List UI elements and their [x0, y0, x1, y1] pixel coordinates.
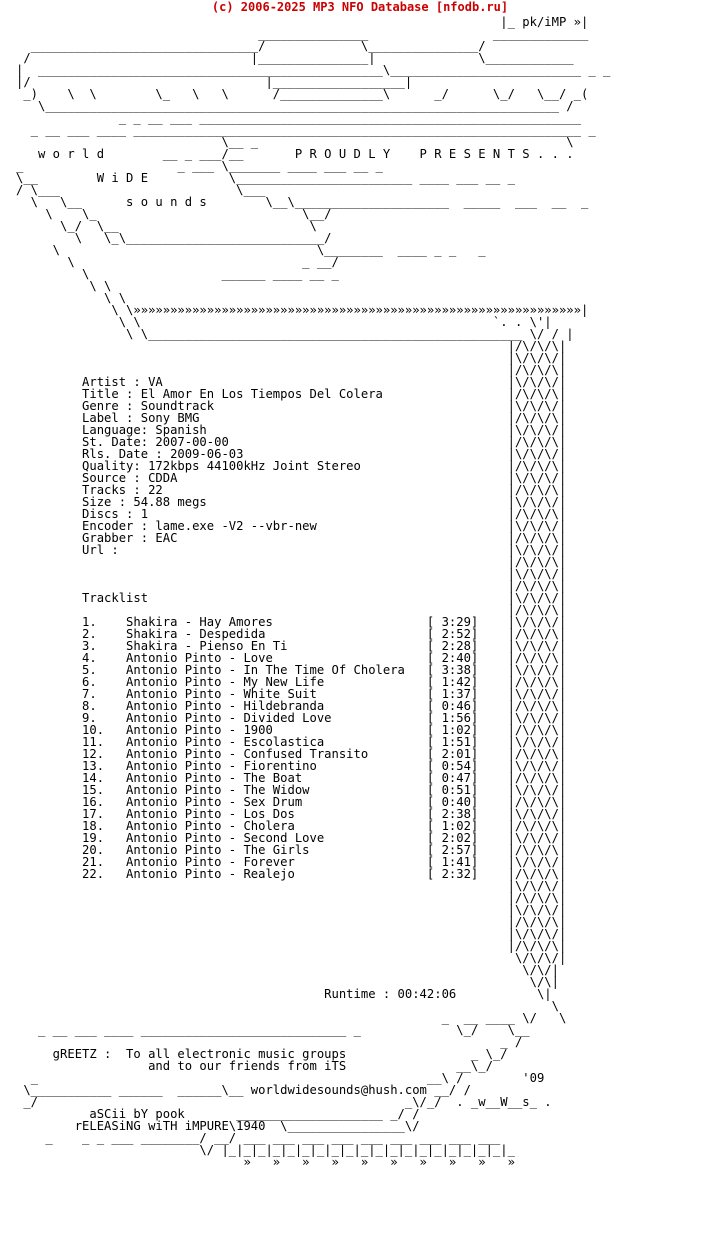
nfo-line: | _______________________________________________\__________________________ _ _ [16, 63, 611, 77]
nfo-line: gREETZ : To all electronic music groups _ \_/ [16, 1047, 508, 1061]
nfo-line: 13. Antonio Pinto - Fiorentino [ 0:54] |\/\/\/| [16, 759, 567, 773]
nfo-line: 8. Antonio Pinto - Hildebranda [ 0:46] |/\/\/\| [16, 699, 567, 713]
nfo-line: aSCii bY pook ____________________ _/ / [16, 1107, 420, 1121]
nfo-line: Source : CDDA |\/\/\/| [16, 471, 567, 485]
nfo-line: |/\/\/\| [16, 363, 567, 377]
nfo-line: Url : |\/\/\/| [16, 543, 567, 557]
nfo-line: 17. Antonio Pinto - Los Dos [ 2:38] |\/\/\/| [16, 807, 567, 821]
nfo-line: |/\/\/\| [16, 939, 567, 953]
nfo-line: 1. Shakira - Hay Amores [ 3:29] |\/\/\/| [16, 615, 567, 629]
site-header: (c) 2006-2025 MP3 NFO Database [nfodb.ru] [211, 0, 509, 14]
nfo-line: |\/\/\/| [16, 903, 567, 917]
nfo-line: \_/ \__ \ [16, 219, 317, 233]
nfo-line: _______________________________/ \_______________/ [16, 39, 486, 53]
nfo-line: |_ pk/iMP »| [16, 15, 589, 29]
nfo-line: 4. Antonio Pinto - Love [ 2:40] |/\/\/\| [16, 651, 567, 665]
nfo-line: _ _ _ ___ ________/ __/ ___ ___ ___ ___ ___ ___ ___ ___ ___ [16, 1131, 501, 1145]
nfo-line: » » » » » » » » » » [16, 1155, 515, 1169]
nfo-line: \/\| [16, 975, 559, 989]
nfo-line: |/\/\/\| [16, 555, 567, 569]
nfo-line: _/ _\/_/ . _w__W__s_ . [16, 1095, 552, 1109]
nfo-line: _ __\ / '09 [16, 1071, 545, 1085]
nfo-line: and to our friends from iTS __\_/ [16, 1059, 493, 1073]
nfo-line: _ __ ___ ____ ____________________________ _ \_/ \__ [16, 1023, 530, 1037]
nfo-line: 14. Antonio Pinto - The Boat [ 0:47] |/\/\/\| [16, 771, 567, 785]
nfo-line: w o r l d __ _ ___/__ P R O U D L Y P R E S E N T S . . . [16, 147, 574, 161]
nfo-line: 15. Antonio Pinto - The Widow [ 0:51] |\/\/\/| [16, 783, 567, 797]
nfo-line: \__ W i D E \________________________ ____ ___ __ _ [16, 171, 515, 185]
nfo-line: 16. Antonio Pinto - Sex Drum [ 0:40] |/\/\/\| [16, 795, 567, 809]
nfo-line: \__ _ \ [16, 135, 574, 149]
nfo-line: 18. Antonio Pinto - Cholera [ 1:02] |/\/\/\| [16, 819, 567, 833]
nfo-line: \ \ [16, 279, 112, 293]
nfo-line: |/ |__________________| [16, 75, 603, 89]
nfo-line: Quality: 172kbps 44100kHz Joint Stereo |/\/\/\| [16, 459, 567, 473]
nfo-line: \ \ `. . \'| [16, 315, 552, 329]
nfo-ascii-document [16, 16, 610, 1168]
nfo-line: \ \_\___________________________/ [16, 231, 332, 245]
nfo-line: |/\/\/\| [16, 891, 567, 905]
nfo-line: _ __ ____ \/ \ [16, 1011, 567, 1025]
nfo-line: 9. Antonio Pinto - Divided Love [ 1:56] |\/\/\/| [16, 711, 567, 725]
nfo-line: / \___ \___ [16, 183, 266, 197]
nfo-line: rELEASiNG wiTH iMPURE\1940 \________________\/ [16, 1119, 420, 1133]
nfo-line: 11. Antonio Pinto - Escolastica [ 1:51] |\/\/\/| [16, 735, 567, 749]
nfo-line: Rls. Date : 2009-06-03 |\/\/\/| [16, 447, 567, 461]
nfo-line: Size : 54.88 megs |\/\/\/| [16, 495, 567, 509]
nfo-line: Tracks : 22 |/\/\/\| [16, 483, 567, 497]
nfo-line: 22. Antonio Pinto - Realejo [ 2:32] |/\/\/\| [16, 867, 567, 881]
nfo-line: 3. Shakira - Pienso En Ti [ 2:28] |\/\/\/| [16, 639, 567, 653]
nfo-line: \___________ ______ ______\__ worldwidesounds@hush.com __/ / [16, 1083, 471, 1097]
nfo-line: |\/\/\/| [16, 567, 567, 581]
nfo-line: Artist : VA |\/\/\/| [16, 375, 567, 389]
nfo-line: \ \___________________________________________________ \/ / | [16, 327, 574, 341]
nfo-line: Language: Spanish |\/\/\/| [16, 423, 567, 437]
nfo-line: \______________________________________________________________________ / [16, 99, 574, 113]
nfo-line: \ \__ s o u n d s \__\_____________________ _____ ___ __ _ [16, 195, 589, 209]
nfo-line: Title : El Amor En Los Tiempos Del Colera |/\/\/\| [16, 387, 567, 401]
nfo-line: 10. Antonio Pinto - 1900 [ 1:02] |/\/\/\| [16, 723, 567, 737]
nfo-line: \ _ __/ [16, 255, 339, 269]
nfo-line: 20. Antonio Pinto - The Girls [ 2:57] |/\/\/\| [16, 843, 567, 857]
nfo-line: _ __ ___ ____ _____________________________________________________________ _ [16, 123, 596, 137]
nfo-line: Runtime : 00:42:06 \| [16, 987, 552, 1001]
nfo-line: 12. Antonio Pinto - Confused Transito [ 2:01] |/\/\/\| [16, 747, 567, 761]
nfo-line: Discs : 1 |/\/\/\| [16, 507, 567, 521]
nfo-line: |\/\/\/| [16, 351, 567, 365]
nfo-line: _______________ _____________ [16, 27, 589, 41]
nfo-line: |/\/\/\| [16, 579, 567, 593]
nfo-line: _ _ __ ___ ____________________________________________________ [16, 111, 581, 125]
nfo-line: \/ |_|_|_|_|_|_|_|_|_|_|_|_|_|_|_|_|_|_|_|_ [16, 1143, 515, 1157]
nfo-line: \ \_ \__/ [16, 207, 332, 221]
nfo-line: Tracklist |\/\/\/| [16, 591, 567, 605]
nfo-line: \/\/\/| [16, 951, 567, 965]
nfo-line: 6. Antonio Pinto - My New Life [ 1:42] |/\/\/\| [16, 675, 567, 689]
nfo-line: |/\/\/\| [16, 603, 567, 617]
nfo-line: |/\/\/\| [16, 915, 567, 929]
nfo-line: Encoder : lame.exe -V2 --vbr-new |\/\/\/| [16, 519, 567, 533]
nfo-line: St. Date: 2007-00-00 |/\/\/\| [16, 435, 567, 449]
nfo-line: \ \________ ____ _ _ _ [16, 243, 486, 257]
nfo-line: \/\/| [16, 963, 559, 977]
nfo-line: 2. Shakira - Despedida [ 2:52] |/\/\/\| [16, 627, 567, 641]
nfo-line: |/\/\/\| [16, 339, 567, 353]
nfo-line: 21. Antonio Pinto - Forever [ 1:41] |\/\/\/| [16, 855, 567, 869]
nfo-line: 19. Antonio Pinto - Second Love [ 2:02] |\/\/\/| [16, 831, 567, 845]
nfo-line: |\/\/\/| [16, 927, 567, 941]
nfo-line: \ [16, 999, 559, 1013]
nfo-line: _ _ ___ \_______ ____ ___ __ _ [16, 159, 383, 173]
nfo-line: Label : Sony BMG |/\/\/\| [16, 411, 567, 425]
nfo-line: / |_______________| \____________ [16, 51, 574, 65]
nfo-line: Genre : Soundtrack |\/\/\/| [16, 399, 567, 413]
nfo-line: 7. Antonio Pinto - White Suit [ 1:37] |\/\/\/| [16, 687, 567, 701]
nfo-line: \ \ [16, 291, 127, 305]
nfo-line: |\/\/\/| [16, 879, 567, 893]
nfo-line: Grabber : EAC |/\/\/\| [16, 531, 567, 545]
nfo-line: _) \ \ \_ \ \ /______________\ _/ \_/ \__/ _( [16, 87, 589, 101]
nfo-line: _ / [16, 1035, 523, 1049]
nfo-line: 5. Antonio Pinto - In The Time Of Cholera [ 3:38] |\/\/\/| [16, 663, 567, 677]
nfo-line: \ ______ ____ __ _ [16, 267, 339, 281]
nfo-line: \ \»»»»»»»»»»»»»»»»»»»»»»»»»»»»»»»»»»»»»»»»»»»»»»»»»»»»»»»»»»»»»| [16, 303, 589, 317]
